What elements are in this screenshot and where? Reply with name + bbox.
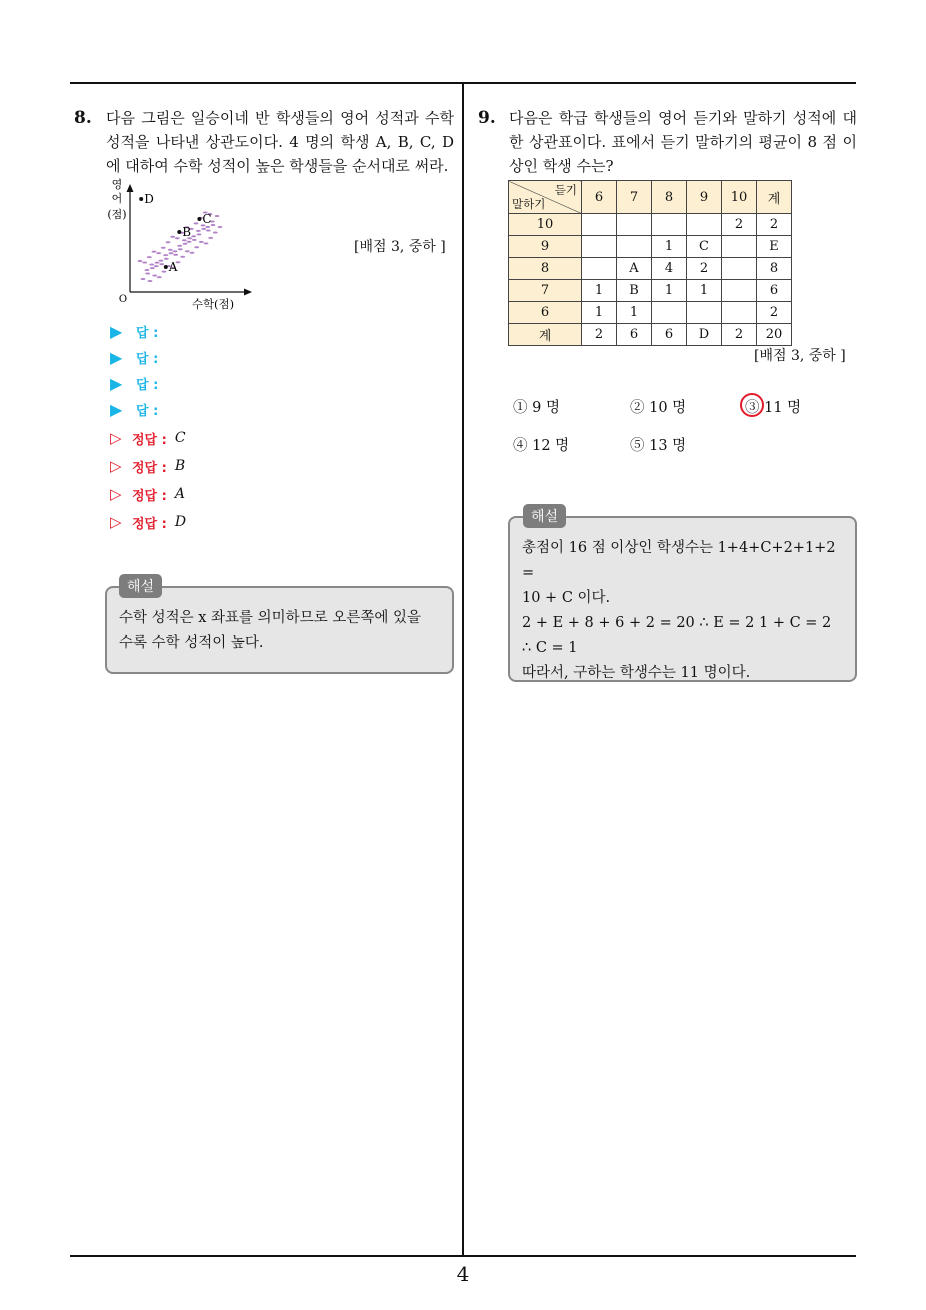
outline-triangle-icon: ▷ xyxy=(110,429,122,447)
row-header: 계 xyxy=(509,324,582,346)
answer-label: 답 : xyxy=(136,351,159,367)
explanation-line: 수학 성적은 x 좌표를 의미하므로 오른쪽에 있을 xyxy=(119,610,421,626)
table-row xyxy=(509,236,792,258)
answer-label: 답 : xyxy=(136,325,159,341)
scatter-cloud-dot xyxy=(177,245,182,247)
table-cell: 2 xyxy=(757,214,792,236)
play-triangle-icon: ▶ xyxy=(110,347,123,367)
table-cell: D xyxy=(687,324,722,346)
solution-value: B xyxy=(174,458,186,474)
scatter-cloud-dot xyxy=(180,256,185,258)
table-cell xyxy=(582,258,617,280)
row-header: 9 xyxy=(509,236,582,258)
scatter-cloud-dot xyxy=(148,280,153,282)
scatter-cloud-dot xyxy=(206,230,211,232)
explanation-line: 수록 수학 성적이 높다. xyxy=(119,635,264,651)
scatter-cloud-dot xyxy=(213,232,218,234)
solution-label: 정답 : xyxy=(132,516,167,532)
corner-label-speaking: 말하기 xyxy=(512,197,546,211)
scatter-cloud-dot xyxy=(182,239,187,241)
y-axis-label-2: 어 xyxy=(111,192,123,205)
table-cell: 6 xyxy=(617,324,652,346)
table-cell: A xyxy=(617,258,652,280)
table-cell: 2 xyxy=(757,302,792,324)
table-corner-cell xyxy=(509,181,582,214)
solution-value: A xyxy=(174,486,185,502)
scatter-cloud-dot xyxy=(194,222,199,224)
explanation-line: 10 + C 이다. xyxy=(522,590,611,606)
scatter-cloud-dot xyxy=(157,276,162,278)
scatter-cloud-dot xyxy=(169,252,174,254)
scatter-point-label: B xyxy=(182,225,192,239)
y-axis-label-3: (점) xyxy=(107,208,127,221)
question-9-number: 9. xyxy=(478,108,496,128)
scatter-cloud-dot xyxy=(152,275,157,277)
table-cell xyxy=(687,214,722,236)
answer-list xyxy=(110,318,410,422)
table-cell xyxy=(617,214,652,236)
correlation-table xyxy=(508,180,792,346)
choice-1[interactable]: ① 9 명 xyxy=(513,400,560,416)
solution-label: 정답 : xyxy=(132,488,167,504)
row-header: 7 xyxy=(509,280,582,302)
table-cell xyxy=(582,236,617,258)
table-cell: 2 xyxy=(687,258,722,280)
row-header: 10 xyxy=(509,214,582,236)
scatter-cloud-dot xyxy=(175,237,180,239)
table-cell xyxy=(582,214,617,236)
solution-label: 정답 : xyxy=(132,432,167,448)
answer-label: 답 : xyxy=(136,403,159,419)
column-header: 9 xyxy=(687,181,722,214)
table-cell: C xyxy=(687,236,722,258)
scatter-point-label: A xyxy=(168,260,178,274)
table-cell xyxy=(652,302,687,324)
scatter-point-label: C xyxy=(202,212,212,226)
table-cell: 1 xyxy=(582,302,617,324)
solution-value: D xyxy=(174,514,187,530)
table-cell: 8 xyxy=(757,258,792,280)
scatter-cloud-dot xyxy=(141,278,146,280)
scatter-cloud-dot xyxy=(190,252,195,254)
table-cell: 20 xyxy=(757,324,792,346)
question-9-explanation xyxy=(522,536,852,686)
column-header: 6 xyxy=(582,181,617,214)
answer-row xyxy=(110,396,410,422)
solution-label: 정답 : xyxy=(132,460,167,476)
table-row xyxy=(509,302,792,324)
outline-triangle-icon: ▷ xyxy=(110,513,122,531)
table-cell: 1 xyxy=(652,236,687,258)
scatter-cloud-dot xyxy=(191,235,196,237)
answer-row xyxy=(110,318,410,344)
table-cell xyxy=(722,258,757,280)
explanation-line: 따라서, 구하는 학생수는 11 명이다. xyxy=(522,665,751,681)
answer-row xyxy=(110,344,410,370)
solution-row xyxy=(110,452,410,480)
table-cell: 2 xyxy=(582,324,617,346)
scatter-cloud-dot xyxy=(192,239,197,241)
origin-label: O xyxy=(118,294,128,305)
table-row xyxy=(509,280,792,302)
table-cell: 2 xyxy=(722,324,757,346)
scatter-cloud-dot xyxy=(204,242,209,244)
outline-triangle-icon: ▷ xyxy=(110,457,122,475)
column-header: 8 xyxy=(652,181,687,214)
row-header: 6 xyxy=(509,302,582,324)
choice-5[interactable]: ⑤ 13 명 xyxy=(630,438,687,454)
scatter-cloud-dot xyxy=(162,271,167,273)
solution-row xyxy=(110,480,410,508)
table-row xyxy=(509,258,792,280)
choice-4[interactable]: ④ 12 명 xyxy=(513,438,570,454)
question-8-explanation xyxy=(119,606,449,656)
scatter-points xyxy=(139,192,211,274)
scatter-cloud-dot xyxy=(197,233,202,235)
y-axis-arrow-icon xyxy=(127,184,134,192)
scatter-cloud-dot xyxy=(154,265,159,267)
answer-label: 답 : xyxy=(136,377,159,393)
table-cell: 1 xyxy=(582,280,617,302)
column-divider xyxy=(462,82,464,1256)
scatter-cloud-dot xyxy=(150,267,155,269)
scatter-cloud-dot xyxy=(163,254,168,256)
table-cell xyxy=(722,280,757,302)
scatter-cloud-dot xyxy=(149,264,154,266)
table-cell: 6 xyxy=(652,324,687,346)
scatter-cloud-dot xyxy=(168,249,173,251)
scatter-cloud-dot xyxy=(178,248,183,250)
explanation-line: 총점이 16 점 이상인 학생수는 1+4+C+2+1+2 = xyxy=(522,540,836,581)
table-cell: 4 xyxy=(652,258,687,280)
column-header: 7 xyxy=(617,181,652,214)
table-cell: 1 xyxy=(687,280,722,302)
solution-list xyxy=(110,424,410,536)
scatter-cloud-dot xyxy=(166,241,171,243)
answer-row xyxy=(110,370,410,396)
scatter-cloud-dot xyxy=(208,237,213,239)
table-cell: 6 xyxy=(757,280,792,302)
table-row xyxy=(509,214,792,236)
scatter-cloud-dot xyxy=(173,250,178,252)
table-cell xyxy=(687,302,722,324)
play-triangle-icon: ▶ xyxy=(110,399,123,419)
bottom-rule xyxy=(70,1255,856,1257)
column-header: 계 xyxy=(757,181,792,214)
question-8-text: 다음 그림은 일승이네 반 학생들의 영어 성적과 수학 성적을 나타낸 상관도이다. 4 명의 학생 A, B, C, D 에 대하여 수학 성적이 높은 학생들을 순서대로 써라. xyxy=(106,109,454,175)
solution-row xyxy=(110,424,410,452)
scatter-cloud-dot xyxy=(183,243,188,245)
page-number: 4 xyxy=(456,1262,470,1286)
scatter-cloud-dot xyxy=(152,251,157,253)
question-8-explanation-tag: 해설 xyxy=(119,574,162,598)
x-axis-label: 수학(점) xyxy=(191,297,235,311)
scatter-point-label: D xyxy=(144,192,154,206)
scatter-cloud-dot xyxy=(187,241,192,243)
row-header: 8 xyxy=(509,258,582,280)
table-cell: B xyxy=(617,280,652,302)
scatter-cloud-dot xyxy=(194,246,199,248)
table-cell: E xyxy=(757,236,792,258)
play-triangle-icon: ▶ xyxy=(110,321,123,341)
explanation-line: 2 + E + 8 + 6 + 2 = 20 ∴ E = 2 1 + C = 2 xyxy=(522,615,832,631)
table-cell xyxy=(652,214,687,236)
corner-label-listening: 듣기 xyxy=(554,183,577,197)
scatter-cloud-dot xyxy=(201,228,206,230)
question-9-score: [배점 3, 중하 ] xyxy=(754,348,846,364)
scatter-cloud-dot xyxy=(185,250,190,252)
outline-triangle-icon: ▷ xyxy=(110,485,122,503)
question-9-text: 다음은 학급 학생들의 영어 듣기와 말하기 성적에 대한 상관표이다. 표에서 듣기 말하기의 평균이 8 점 이상인 학생 수는? xyxy=(509,109,857,175)
scatter-plot xyxy=(100,178,300,318)
scatter-cloud-dot xyxy=(142,262,147,264)
scatter-cloud-dot xyxy=(170,236,175,238)
scatter-cloud-dot xyxy=(199,241,204,243)
question-8-number: 8. xyxy=(74,108,92,128)
scatter-cloud-dot xyxy=(196,230,201,232)
question-8-score: [배점 3, 중하 ] xyxy=(354,239,446,255)
table-cell: 2 xyxy=(722,214,757,236)
scatter-cloud-dot xyxy=(156,252,161,254)
column-header: 10 xyxy=(722,181,757,214)
play-triangle-icon: ▶ xyxy=(110,373,123,393)
answer-circle-icon xyxy=(740,393,764,417)
scatter-cloud-dot xyxy=(161,247,166,249)
scatter-cloud-dot xyxy=(173,254,178,256)
scatter-point-a xyxy=(164,265,168,269)
table-cell xyxy=(617,236,652,258)
scatter-point-d xyxy=(139,197,143,201)
scatter-cloud-dot xyxy=(138,260,143,262)
scatter-cloud-dot xyxy=(145,273,150,275)
scatter-cloud-dot xyxy=(159,263,164,265)
scatter-cloud-dot xyxy=(205,226,210,228)
table-cell: 1 xyxy=(652,280,687,302)
scatter-cloud-dot xyxy=(147,256,152,258)
question-9-explanation-tag: 해설 xyxy=(523,504,566,528)
table-cell: 1 xyxy=(617,302,652,324)
solution-value: C xyxy=(174,430,186,446)
scatter-cloud-dot xyxy=(218,226,223,228)
scatter-point-b xyxy=(177,230,181,234)
scatter-point-c xyxy=(197,217,201,221)
table-row xyxy=(509,324,792,346)
choice-3[interactable]: ③ 11 명 xyxy=(745,400,802,416)
x-axis-arrow-icon xyxy=(244,289,252,296)
table-cell xyxy=(722,302,757,324)
y-axis-label-1: 영 xyxy=(111,178,123,191)
scatter-cloud-dot xyxy=(159,260,164,262)
solution-row xyxy=(110,508,410,536)
explanation-line: ∴ C = 1 xyxy=(522,640,578,656)
scatter-cloud-dot xyxy=(215,215,220,217)
scatter-cloud-dot xyxy=(145,269,150,271)
scatter-cloud-dot xyxy=(155,262,160,264)
table-cell xyxy=(722,236,757,258)
choice-2[interactable]: ② 10 명 xyxy=(630,400,687,416)
